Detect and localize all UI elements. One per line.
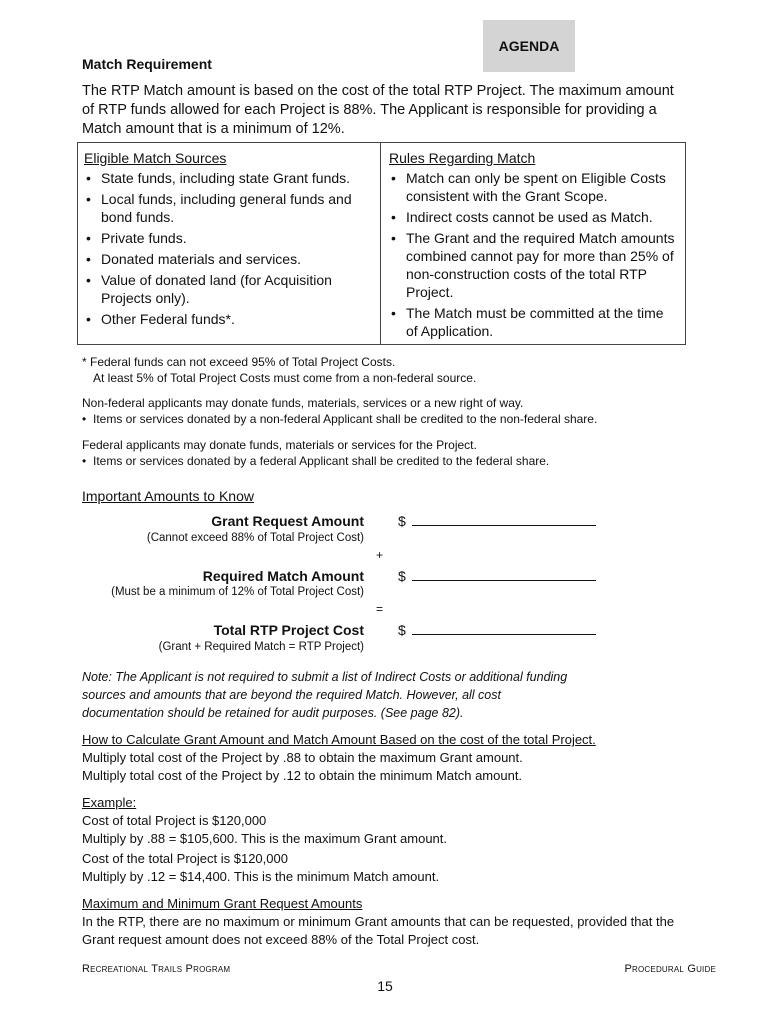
grant-request-label: Grant Request Amount [211, 513, 364, 529]
list-item: • The Match must be committed at the time of Application. [389, 304, 679, 340]
calc-line: Multiply total cost of the Project by .12 to obtain the minimum Match amount. [82, 768, 523, 783]
eligible-sources-list [84, 169, 374, 328]
blank-line [412, 622, 596, 635]
eligible-sources-column [84, 149, 374, 331]
match-table-divider [380, 142, 381, 345]
total-cost-field[interactable] [398, 622, 596, 638]
maxmin-text: In the RTP, there are no maximum or minimum Grant amounts that can be requested, provided that the Grant request amount does not exceed 88% of the Total Project cost. [82, 914, 675, 947]
list-item: • Match can only be spent on Eligible Costs consistent with the Grant Scope. [389, 169, 679, 205]
nonfederal-bullet: • Items or services donated by a non-federal Applicant shall be credited to the non-federal share. [82, 411, 702, 427]
equals-operator: = [376, 602, 384, 616]
list-item: • Private funds. [84, 229, 374, 247]
example-line: Cost of total Project is $120,000 [82, 813, 267, 828]
section-title-match-requirement: Match Requirement [82, 56, 212, 72]
list-item: • Other Federal funds*. [84, 310, 374, 328]
list-item: • The Grant and the required Match amounts combined cannot pay for more than 25% of non-construction costs of the total RTP Project. [389, 229, 679, 301]
rules-title: Rules Regarding Match [389, 150, 536, 166]
blank-line [412, 568, 596, 581]
example-line: Multiply by .88 = $105,600. This is the maximum Grant amount. [82, 831, 448, 846]
dollar-sign: $ [398, 568, 406, 584]
list-item: • Value of donated land (for Acquisition Projects only). [84, 271, 374, 307]
footnote-line: At least 5% of Total Project Costs must come from a non-federal source. [93, 371, 477, 385]
dollar-sign: $ [398, 622, 406, 638]
calc-line: Multiply total cost of the Project by .88 to obtain the maximum Grant amount. [82, 750, 523, 765]
maxmin-section [82, 895, 692, 949]
important-amounts-title: Important Amounts to Know [82, 488, 254, 504]
footnote-line: * Federal funds can not exceed 95% of Total Project Costs. [82, 355, 396, 369]
nonfederal-text: Non-federal applicants may donate funds, materials, services or a new right of way. [82, 396, 524, 410]
rules-column [389, 149, 679, 343]
total-cost-sub: (Grant + Required Match = RTP Project) [158, 641, 364, 653]
intro-paragraph: The RTP Match amount is based on the cost of the total RTP Project. The maximum amount of RTP funds allowed for each Project is 88%. The Applicant is responsible for providing a Match amount that is a minimum of 12%. [82, 83, 674, 137]
calc-section [82, 731, 682, 785]
list-item: • Donated materials and services. [84, 250, 374, 268]
grant-amount-field[interactable] [398, 513, 596, 529]
federal-text: Federal applicants may donate funds, materials or services for the Project. [82, 438, 477, 452]
list-item: • Indirect costs cannot be used as Match. [389, 208, 679, 226]
total-cost-label: Total RTP Project Cost [213, 622, 364, 638]
example-line: Cost of the total Project is $120,000 [82, 851, 288, 866]
federal-funds-footnote [82, 354, 682, 386]
required-match-sub: (Must be a minimum of 12% of Total Project Cost) [111, 586, 364, 598]
example-line: Multiply by .12 = $14,400. This is the minimum Match amount. [82, 869, 440, 884]
maxmin-title: Maximum and Minimum Grant Request Amounts [82, 896, 363, 911]
plus-operator: + [376, 548, 384, 562]
list-item: • State funds, including state Grant funds. [84, 169, 374, 187]
list-item: • Local funds, including general funds and bond funds. [84, 190, 374, 226]
rules-list [389, 169, 679, 340]
federal-bullet: • Items or services donated by a federal Applicant shall be credited to the federal share. [82, 453, 702, 469]
federal-section [82, 437, 702, 469]
eligible-sources-title: Eligible Match Sources [84, 150, 227, 166]
agenda-badge: AGENDA [483, 20, 575, 72]
applicant-note: Note: The Applicant is not required to submit a list of Indirect Costs or additional funding sources and amounts that are beyond the required Match. However, all cost documentation should be retained for audit purposes. (See page 82). [82, 670, 568, 720]
nonfederal-section [82, 395, 702, 427]
required-match-label: Required Match Amount [202, 568, 364, 584]
blank-line [412, 513, 596, 526]
page-number: 15 [377, 978, 393, 994]
match-amount-field[interactable] [398, 568, 596, 584]
example-section-2 [82, 850, 682, 886]
example-section [82, 794, 682, 848]
grant-request-sub: (Cannot exceed 88% of Total Project Cost) [146, 532, 364, 544]
footer-program: Recreational Trails Program [82, 963, 231, 975]
example-title: Example: [82, 795, 137, 810]
footer-guide: Procedural Guide [624, 963, 716, 975]
dollar-sign: $ [398, 513, 406, 529]
calc-title: How to Calculate Grant Amount and Match Amount Based on the cost of the total Project. [82, 732, 596, 747]
